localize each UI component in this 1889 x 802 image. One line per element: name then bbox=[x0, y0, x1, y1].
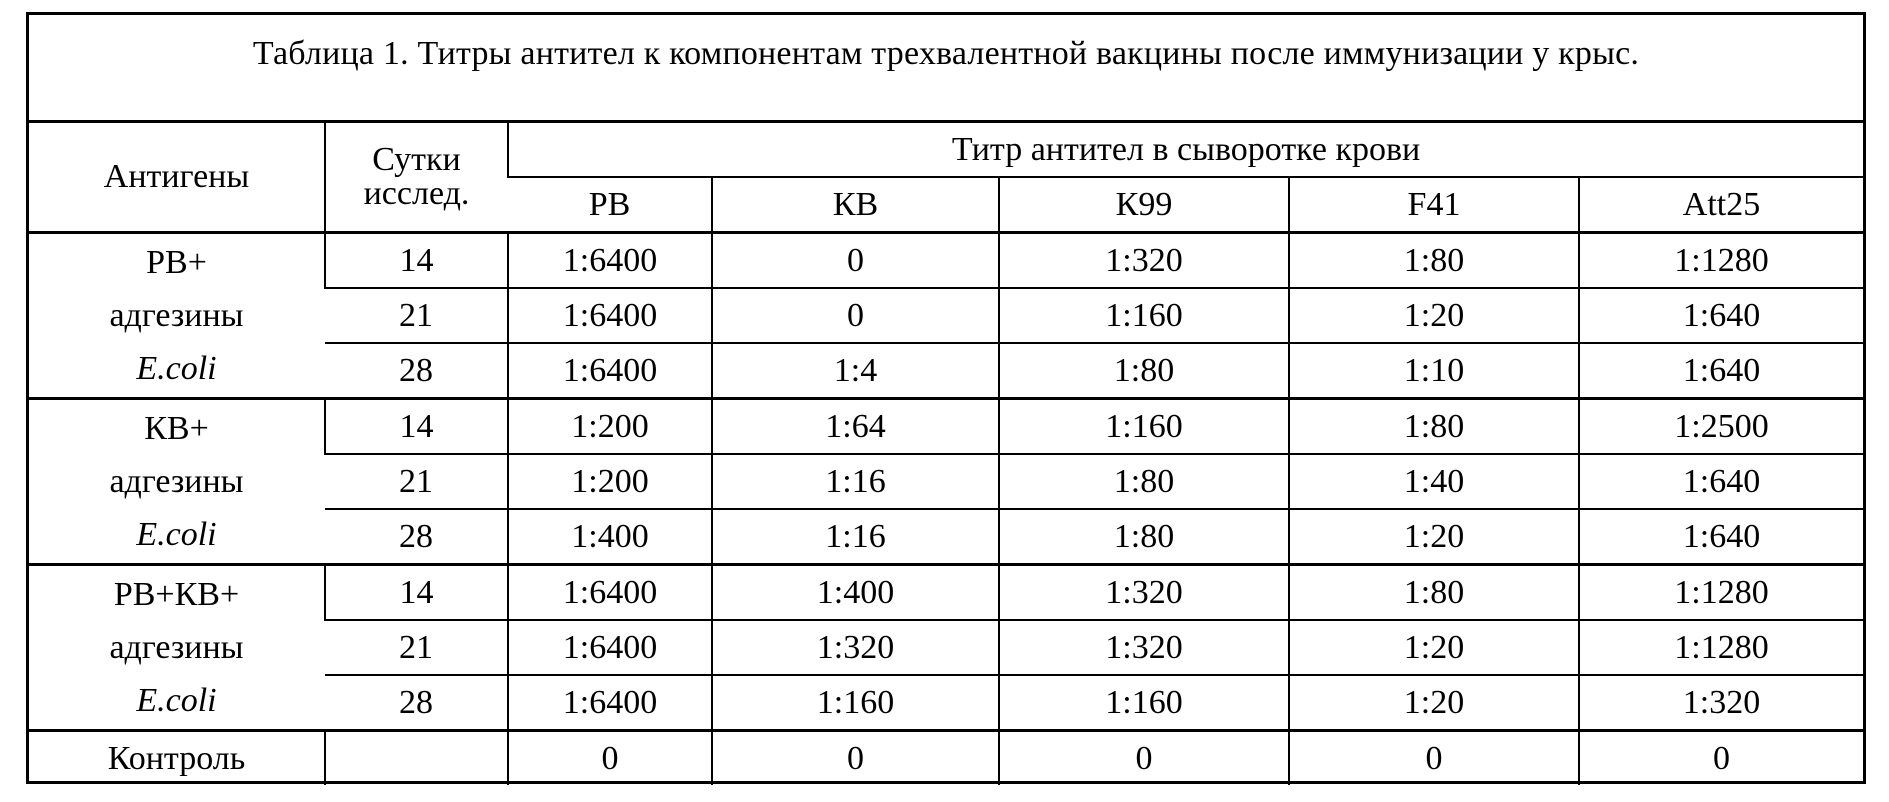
titer-cell-pv: 1:6400 bbox=[508, 620, 712, 675]
titer-cell-kv: 1:16 bbox=[712, 509, 999, 565]
antigen-label-line: РВ+КВ+ bbox=[113, 576, 240, 613]
day-cell: 21 bbox=[325, 454, 508, 509]
day-cell: 21 bbox=[325, 620, 508, 675]
titer-cell-kv: 0 bbox=[712, 233, 999, 289]
titer-cell-pv: 1:6400 bbox=[508, 565, 712, 621]
titer-cell-att25: 1:320 bbox=[1579, 675, 1863, 731]
antigen-group-label bbox=[29, 565, 325, 731]
titer-cell-kv: 1:160 bbox=[712, 675, 999, 731]
header-col-k99: К99 bbox=[999, 177, 1289, 233]
table-row bbox=[29, 233, 1863, 289]
titer-cell-pv: 1:400 bbox=[508, 509, 712, 565]
control-day bbox=[325, 731, 508, 786]
control-row bbox=[29, 731, 1863, 786]
titer-cell-att25: 1:640 bbox=[1579, 509, 1863, 565]
titer-cell-att25: 1:1280 bbox=[1579, 565, 1863, 621]
day-cell: 28 bbox=[325, 343, 508, 399]
table-row bbox=[29, 565, 1863, 621]
control-value-pv: 0 bbox=[508, 731, 712, 786]
antigen-label-line: адгезины bbox=[109, 463, 244, 500]
antigen-group-label bbox=[29, 399, 325, 565]
titer-cell-f41: 1:80 bbox=[1289, 565, 1579, 621]
table-row bbox=[29, 399, 1863, 455]
titer-cell-f41: 1:10 bbox=[1289, 343, 1579, 399]
titer-cell-pv: 1:6400 bbox=[508, 288, 712, 343]
header-days-line1: Сутки bbox=[372, 141, 461, 178]
antigen-label-line: E.coli bbox=[136, 516, 217, 553]
titer-cell-att25: 1:2500 bbox=[1579, 399, 1863, 455]
titer-cell-k99: 1:320 bbox=[999, 565, 1289, 621]
titer-cell-f41: 1:20 bbox=[1289, 509, 1579, 565]
titer-cell-f41: 1:20 bbox=[1289, 288, 1579, 343]
header-titer-group: Титр антител в сыворотке крови bbox=[508, 123, 1863, 177]
titer-cell-kv: 1:400 bbox=[712, 565, 999, 621]
titer-cell-k99: 1:80 bbox=[999, 343, 1289, 399]
header-antigens: Антигены bbox=[29, 123, 325, 233]
header-col-kv: КВ bbox=[712, 177, 999, 233]
control-value-att25: 0 bbox=[1579, 731, 1863, 786]
header-col-att25: Att25 bbox=[1579, 177, 1863, 233]
titer-cell-kv: 1:320 bbox=[712, 620, 999, 675]
antigen-label-line: КВ+ bbox=[144, 410, 209, 447]
day-cell: 14 bbox=[325, 565, 508, 621]
day-cell: 14 bbox=[325, 399, 508, 455]
titer-cell-pv: 1:6400 bbox=[508, 675, 712, 731]
titer-cell-k99: 1:160 bbox=[999, 675, 1289, 731]
antigen-group-label bbox=[29, 233, 325, 399]
titer-cell-f41: 1:40 bbox=[1289, 454, 1579, 509]
day-cell: 28 bbox=[325, 509, 508, 565]
control-value-f41: 0 bbox=[1289, 731, 1579, 786]
control-label: Контроль bbox=[107, 739, 246, 777]
antigen-label-line: E.coli bbox=[136, 350, 217, 387]
day-cell: 14 bbox=[325, 233, 508, 289]
titer-cell-att25: 1:1280 bbox=[1579, 233, 1863, 289]
titer-cell-k99: 1:80 bbox=[999, 454, 1289, 509]
titer-cell-pv: 1:200 bbox=[508, 454, 712, 509]
titer-cell-k99: 1:320 bbox=[999, 620, 1289, 675]
header-col-f41: F41 bbox=[1289, 177, 1579, 233]
document-table-frame bbox=[26, 12, 1866, 784]
titer-cell-k99: 1:80 bbox=[999, 509, 1289, 565]
titer-cell-f41: 1:20 bbox=[1289, 675, 1579, 731]
antigen-label-line: E.coli bbox=[136, 682, 217, 719]
header-days-line2: исслед. bbox=[363, 175, 470, 212]
titer-cell-k99: 1:320 bbox=[999, 233, 1289, 289]
antigen-label-line: адгезины bbox=[109, 297, 244, 334]
titer-cell-f41: 1:80 bbox=[1289, 233, 1579, 289]
titer-cell-kv: 1:4 bbox=[712, 343, 999, 399]
titer-cell-k99: 1:160 bbox=[999, 288, 1289, 343]
header-row-1 bbox=[29, 123, 1863, 177]
titer-cell-kv: 1:16 bbox=[712, 454, 999, 509]
antigen-label-line: РВ+ bbox=[146, 244, 207, 281]
titer-cell-att25: 1:1280 bbox=[1579, 620, 1863, 675]
day-cell: 21 bbox=[325, 288, 508, 343]
table-caption: Таблица 1. Титры антител к компонентам трехвалентной вакцины после иммунизации у крыс. bbox=[29, 15, 1863, 123]
titer-cell-f41: 1:20 bbox=[1289, 620, 1579, 675]
titer-cell-pv: 1:200 bbox=[508, 399, 712, 455]
titer-cell-pv: 1:6400 bbox=[508, 233, 712, 289]
titer-cell-att25: 1:640 bbox=[1579, 454, 1863, 509]
header-days bbox=[325, 123, 508, 233]
header-col-pv: РВ bbox=[508, 177, 712, 233]
titer-cell-kv: 0 bbox=[712, 288, 999, 343]
control-value-k99: 0 bbox=[999, 731, 1289, 786]
titer-cell-pv: 1:6400 bbox=[508, 343, 712, 399]
titer-cell-k99: 1:160 bbox=[999, 399, 1289, 455]
antibody-titer-table bbox=[29, 123, 1863, 785]
titer-cell-att25: 1:640 bbox=[1579, 343, 1863, 399]
antigen-label-line: адгезины bbox=[109, 629, 244, 666]
day-cell: 28 bbox=[325, 675, 508, 731]
titer-cell-att25: 1:640 bbox=[1579, 288, 1863, 343]
titer-cell-f41: 1:80 bbox=[1289, 399, 1579, 455]
control-value-kv: 0 bbox=[712, 731, 999, 786]
titer-cell-kv: 1:64 bbox=[712, 399, 999, 455]
